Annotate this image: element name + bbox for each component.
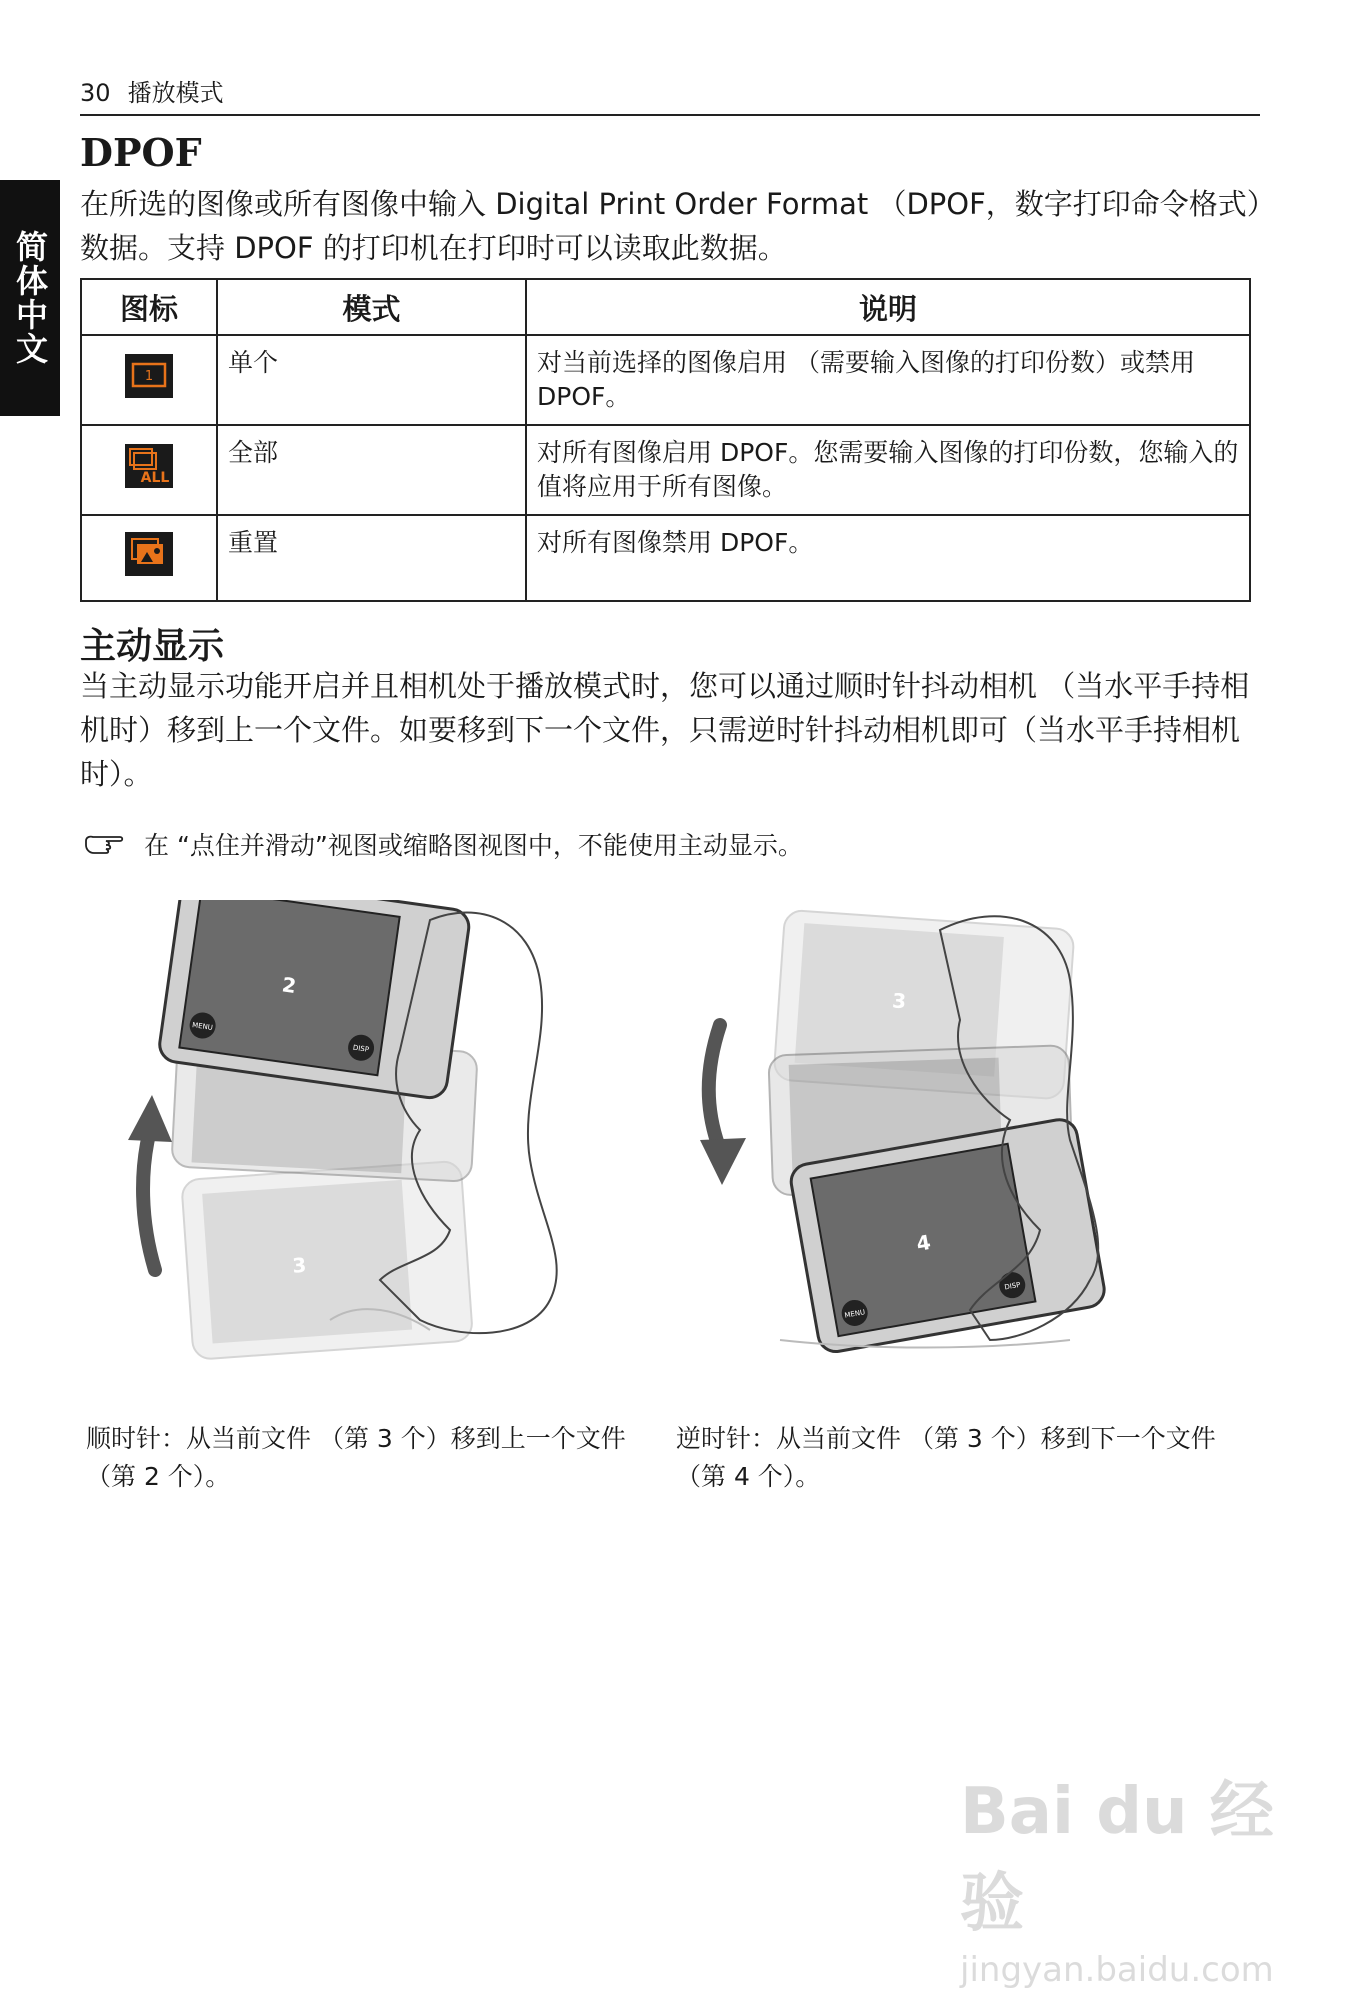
note bbox=[84, 828, 1264, 864]
print-reset-icon bbox=[125, 532, 173, 576]
dpof-intro: 在所选的图像或所有图像中输入 Digital Print Order Format （DPOF，数字打印命令格式）数据。支持 DPOF 的打印机在打印时可以读取此数据。 bbox=[80, 187, 1262, 265]
section-title: 播放模式 bbox=[127, 79, 224, 107]
page-header bbox=[80, 76, 1260, 116]
dpof-mode-table bbox=[80, 278, 1251, 602]
column-header-mode: 模式 bbox=[217, 279, 526, 335]
disp-button-label: DISP bbox=[352, 1043, 370, 1054]
caption-clockwise: 顺时针：从当前文件 （第 3 个）移到上一个文件 （第 2 个）。 bbox=[86, 1424, 626, 1491]
print-all-label: ALL bbox=[140, 469, 170, 486]
active-display-body: 当主动显示功能开启并且相机处于播放模式时，您可以通过顺时针抖动相机 （当水平手持相机时）移到上一个文件。如要移到下一个文件，只需逆时针抖动相机即可（当水平手持相机时）。 bbox=[80, 669, 1250, 791]
screen-number-2: 2 bbox=[280, 972, 298, 998]
mode-reset: 重置 bbox=[217, 515, 526, 601]
page-number: 30 bbox=[80, 79, 111, 107]
camera-clockwise-shake-illustration bbox=[100, 900, 640, 1380]
screen-number-4: 4 bbox=[914, 1229, 933, 1256]
print-all-icon bbox=[125, 444, 173, 488]
language-label: 简体中文 bbox=[11, 230, 49, 366]
table-row bbox=[81, 335, 1250, 425]
description-single: 对当前选择的图像启用 （需要输入图像的打印份数）或禁用 DPOF。 bbox=[526, 335, 1250, 425]
dpof-heading: DPOF bbox=[80, 130, 202, 175]
table-header-row bbox=[81, 279, 1250, 335]
watermark-url: jingyan.baidu.com bbox=[960, 1950, 1274, 1990]
caption-counterclockwise: 逆时针：从当前文件 （第 3 个）移到下一个文件 （第 4 个）。 bbox=[676, 1424, 1216, 1491]
mode-all: 全部 bbox=[217, 425, 526, 515]
screen-number-3: 3 bbox=[891, 988, 907, 1014]
watermark-brand: Bai du 经验 bbox=[960, 1775, 1274, 1941]
description-all: 对所有图像启用 DPOF。您需要输入图像的打印份数，您输入的值将应用于所有图像。 bbox=[526, 425, 1250, 515]
disp-button-label: DISP bbox=[1003, 1280, 1022, 1292]
pointing-hand-icon bbox=[84, 833, 130, 859]
table-row bbox=[81, 425, 1250, 515]
table-row bbox=[81, 515, 1250, 601]
menu-button-label: MENU bbox=[191, 1021, 214, 1032]
screen-number-3: 3 bbox=[291, 1252, 308, 1278]
menu-button-label: MENU bbox=[843, 1308, 866, 1320]
print-single-count: 1 bbox=[144, 368, 154, 384]
print-single-icon bbox=[125, 354, 173, 398]
column-header-icon: 图标 bbox=[81, 279, 217, 335]
watermark bbox=[960, 1760, 1300, 1990]
column-header-description: 说明 bbox=[526, 279, 1250, 335]
camera-counterclockwise-shake-illustration bbox=[690, 900, 1230, 1380]
note-text: 在 “点住并滑动”视图或缩略图视图中，不能使用主动显示。 bbox=[144, 831, 803, 860]
language-side-tab bbox=[0, 180, 60, 416]
active-display-heading: 主动显示 bbox=[80, 626, 225, 667]
description-reset: 对所有图像禁用 DPOF。 bbox=[526, 515, 1250, 601]
mode-single: 单个 bbox=[217, 335, 526, 425]
